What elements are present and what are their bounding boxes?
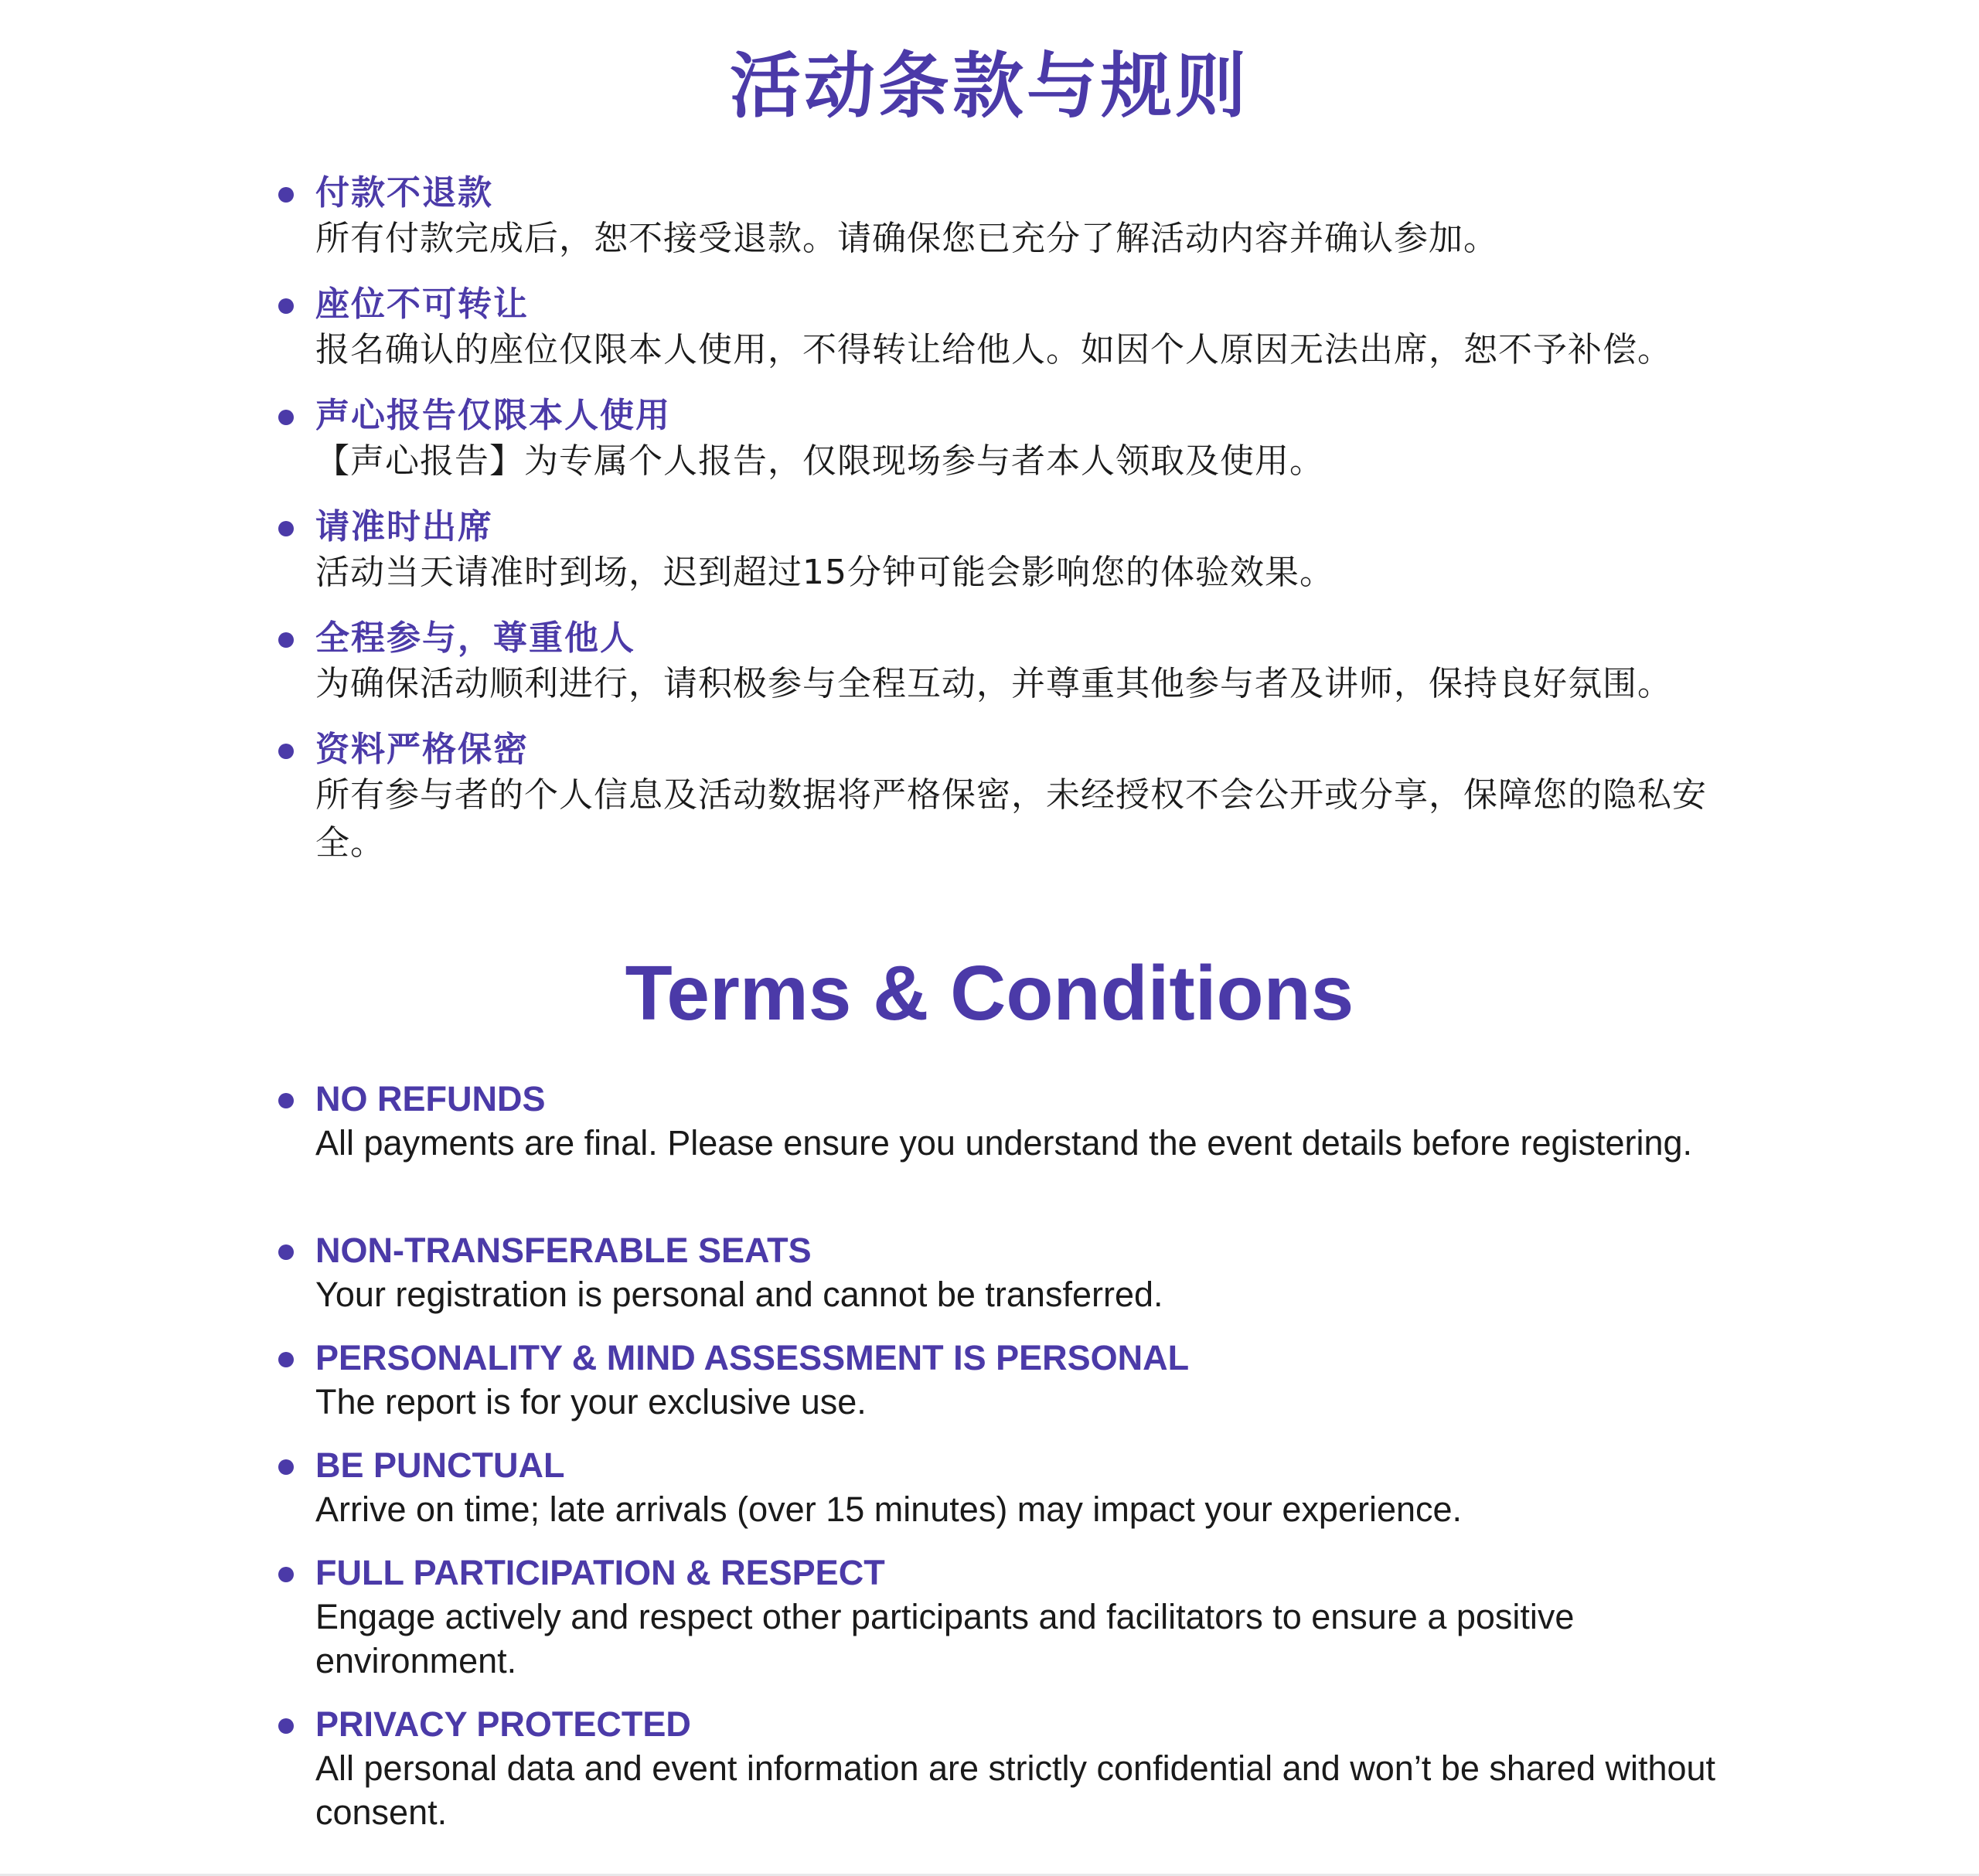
bullet-icon xyxy=(278,632,294,648)
en-term-desc: Your registration is personal and cannot be transferred. xyxy=(315,1275,1163,1314)
zh-term-desc: 为确保活动顺利进行，请积极参与全程互动，并尊重其他参与者及讲师，保持良好氛围。 xyxy=(315,664,1672,703)
bullet-icon xyxy=(278,298,294,314)
zh-term-desc: 【声心报告】为专属个人报告，仅限现场参与者本人领取及使用。 xyxy=(315,441,1324,481)
bullet-icon xyxy=(278,410,294,425)
en-term-title: PERSONALITY & MIND ASSESSMENT IS PERSONAL xyxy=(315,1338,1190,1377)
zh-term-desc: 报名确认的座位仅限本人使用，不得转让给他人。如因个人原因无法出席，恕不予补偿。 xyxy=(315,330,1672,369)
zh-term-item xyxy=(315,172,1753,263)
bullet-icon xyxy=(278,1093,294,1108)
bullet-icon xyxy=(278,1459,294,1475)
en-term-desc: All payments are final. Please ensure you understand the event details before registering. xyxy=(315,1123,1693,1163)
zh-term-title: 座位不可转让 xyxy=(315,284,529,324)
zh-heading: 活动条款与规则 xyxy=(729,45,1249,128)
zh-term-desc: 活动当天请准时到场，迟到超过15分钟可能会影响您的体验效果。 xyxy=(315,553,1334,592)
zh-term-desc: 所有参与者的个人信息及活动数据将严格保密，未经授权不会公开或分享，保障您的隐私安全。 xyxy=(315,775,1707,863)
en-term-desc: Arrive on time; late arrivals (over 15 minutes) may impact your experience. xyxy=(315,1490,1463,1529)
bullet-icon xyxy=(278,1718,294,1734)
en-term-item xyxy=(315,1444,1753,1531)
en-term-title: BE PUNCTUAL xyxy=(315,1445,565,1485)
en-term-item xyxy=(315,1078,1753,1165)
zh-term-desc: 所有付款完成后，恕不接受退款。请确保您已充分了解活动内容并确认参加。 xyxy=(315,219,1498,258)
bullet-icon xyxy=(278,1244,294,1260)
bullet-icon xyxy=(278,521,294,536)
en-term-title: FULL PARTICIPATION & RESPECT xyxy=(315,1553,885,1592)
bullet-icon xyxy=(278,187,294,203)
en-term-item xyxy=(315,1229,1753,1316)
bullet-icon xyxy=(278,1352,294,1367)
en-term-item xyxy=(315,1551,1753,1683)
zh-term-title: 请准时出席 xyxy=(315,507,493,546)
en-term-desc: All personal data and event information are strictly confidential and won’t be shared without consent. xyxy=(315,1748,1716,1832)
zh-term-item xyxy=(315,394,1753,485)
en-term-item xyxy=(315,1336,1753,1424)
en-term-desc: Engage actively and respect other participants and facilitators to ensure a positive environment. xyxy=(315,1597,1575,1680)
en-term-title: PRIVACY PROTECTED xyxy=(315,1704,691,1744)
en-term-item xyxy=(315,1703,1753,1834)
zh-term-item xyxy=(315,283,1753,374)
zh-term-title: 全程参与，尊重他人 xyxy=(315,618,635,658)
bullet-icon xyxy=(278,744,294,759)
en-heading: Terms & Conditions xyxy=(625,950,1354,1037)
zh-term-title: 付款不退款 xyxy=(315,173,493,213)
en-term-title: NON-TRANSFERABLE SEATS xyxy=(315,1231,812,1270)
bullet-icon xyxy=(278,1567,294,1582)
zh-term-item xyxy=(315,506,1753,597)
zh-term-title: 声心报告仅限本人使用 xyxy=(315,396,671,435)
zh-term-item xyxy=(315,617,1753,708)
zh-term-item xyxy=(315,728,1753,867)
zh-term-title: 资料严格保密 xyxy=(315,730,529,769)
en-term-title: NO REFUNDS xyxy=(315,1079,546,1118)
en-term-desc: The report is for your exclusive use. xyxy=(315,1382,867,1421)
